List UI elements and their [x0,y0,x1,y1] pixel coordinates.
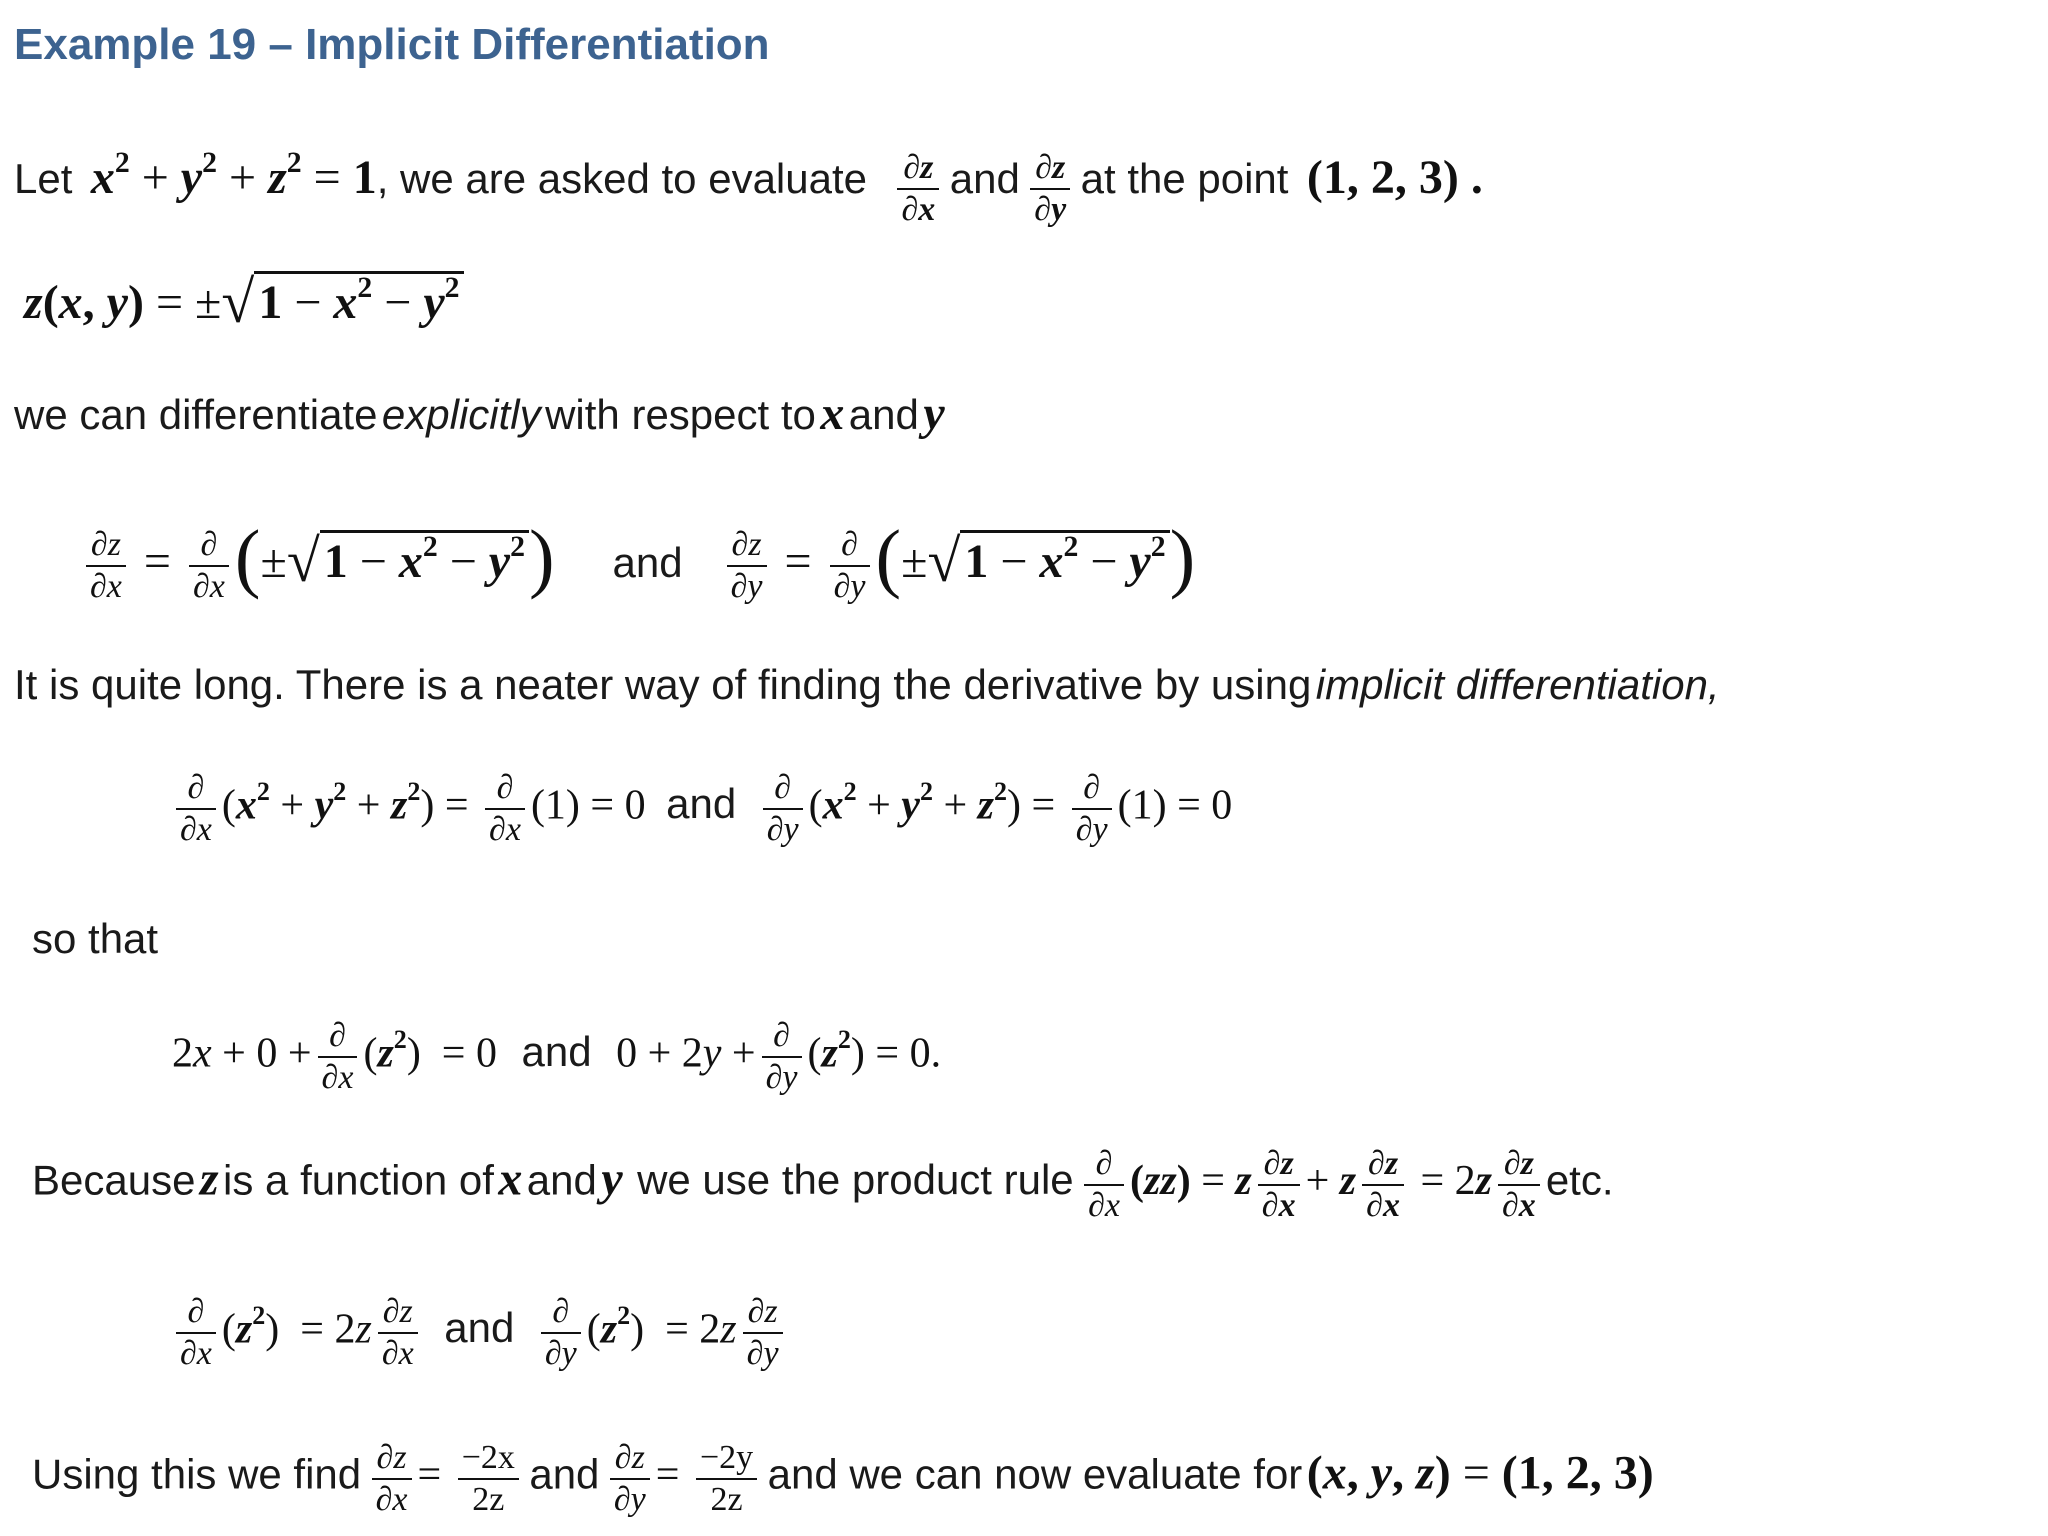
intro-line [14,146,1483,228]
evaluation-point: (x, y, z) = (1, 2, 3) [1306,1446,1654,1500]
dz-dx-result: $\frac{\partial z}{\partial x}$ = $\frac{-2x}{2z}$ [366,1452,525,1498]
final-line [32,1440,1654,1517]
dz-dy-result: $\frac{\partial z}{\partial y}$ = $\frac{-2y}{2z}$ [604,1452,763,1498]
explicit-derivatives: $\frac{\partial z}{\partial x}$ = $\frac{\partial}{\partial x}$ $(\pm√1 - x^2 - y^2)$ and $\frac{\partial z}{\partial y}$ = $\frac{\partial}{\partial y}$ $(\pm√1 - x^2 - y^2)$ [80,520,1195,605]
dz-dy-lhs: $\frac{\partial z}{\partial y}$ [727,527,767,604]
expanded-equations: 2x + 0 + $\frac{\partial}{\partial x}$ $(z^2) = 0$ and 0 + 2y + $\frac{\partial}{\partial y}$ $(z^2) = 0$. [172,1017,942,1096]
sphere-equation: $x^2 + y^2 + z^2 = 1$ [90,146,377,204]
d-dy-operator-2: $\frac{\partial}{\partial y}$ [763,770,803,847]
product-etc: etc. [1545,1156,1614,1204]
product-and: and [526,1156,597,1204]
z-squared-derivatives: $\frac{\partial}{\partial x}$ $(z^2) = 2z$ $\frac{\partial z}{\partial x}$ and $\frac{\partial}{\partial y}$ $(z^2) = 2z$ $\frac{\partial z}{\partial y}$ [170,1294,789,1371]
intro-point-text: at the point [1080,154,1289,202]
implicit-equations: $\frac{\partial}{\partial x}$ $(x^2 + y^2 + z^2)$ = $\frac{\partial}{\partial x}$ (1) = 0 and $\frac{\partial}{\partial y}$ $(x^2 + y^2 + z^2)$ = $\frac{\partial}{\partial y}$ (1) = 0 [170,770,1232,847]
var-x-2: x [498,1152,523,1206]
explicit-pre: we can differentiate [14,391,378,438]
dz-dx-fraction: $\frac{\partial z}{\partial x}$ [897,150,939,227]
long-line [14,661,1720,708]
d-dx-operator-4: $\frac{\partial}{\partial x}$ [318,1018,358,1095]
explicit-line [14,387,945,440]
dz-dx-term-4: $\frac{\partial z}{\partial x}$ [378,1294,418,1371]
var-y-2: y [601,1152,623,1206]
minus-2y-over-2z: $\frac{-2y}{2z}$ [696,1440,757,1517]
explicit-derivatives-and: and [612,539,683,586]
product-mid: is a function of [223,1156,494,1204]
product-pre: Because [32,1156,196,1204]
d-dy-operator-4: $\frac{\partial}{\partial y}$ [762,1018,802,1095]
d-dy-operator: $\frac{\partial}{\partial y}$ [830,527,870,604]
so-that-label: so that [32,915,159,962]
intro-let: Let [14,154,73,202]
dz-dx-term-3: $\frac{\partial z}{\partial x}$ [1498,1146,1540,1223]
z-squared-and: and [444,1304,515,1352]
dz-dy-fraction: $\frac{\partial z}{\partial y}$ [1030,150,1070,227]
dz-dy-term-1: $\frac{\partial z}{\partial y}$ [743,1294,783,1371]
final-post: and we can now evaluate for [767,1450,1303,1498]
final-and: and [529,1450,600,1498]
var-y: y [923,387,945,440]
intro-and: and [949,154,1020,202]
final-pre: Using this we find [32,1450,362,1498]
d-dy-operator-5: $\frac{\partial}{\partial y}$ [541,1294,581,1371]
var-x: x [820,387,845,440]
dz-dx-term-2: $\frac{\partial z}{\partial x}$ [1362,1146,1404,1223]
d-dx-operator-3: $\frac{\partial}{\partial x}$ [485,770,525,847]
implicit-and: and [666,780,737,828]
dz-dx-term-5: $\frac{\partial z}{\partial x}$ [372,1440,412,1517]
explicit-italic: explicitly [381,391,541,438]
d-dx-operator-6: $\frac{\partial}{\partial x}$ [176,1294,216,1371]
explicit-z-equation: z(x, $y) = \pm√1 - x^2 - y^2$ [24,272,464,332]
dz-dx-term-1: $\frac{\partial z}{\partial x}$ [1258,1146,1300,1223]
product-rule-line [32,1146,1614,1223]
d-dx-operator-5: $\frac{\partial}{\partial x}$ [1084,1146,1124,1223]
d-dy-operator-3: $\frac{\partial}{\partial y}$ [1072,770,1112,847]
expanded-and: and [521,1028,592,1076]
product-post: we use the product rule [637,1156,1074,1204]
var-z: z [199,1152,219,1206]
explicit-post: with respect to [545,391,816,438]
minus-2x-over-2z: $\frac{-2x}{2z}$ [458,1440,519,1517]
dz-dx-lhs: $\frac{\partial z}{\partial x}$ [86,527,126,604]
explicit-and: and [848,391,919,438]
product-rule-formula: $\frac{\partial}{\partial x}$ (zz) = z $\frac{\partial z}{\partial x}$ + z $\frac{\partial z}{\partial x}$ = 2z $\frac{\partial z}{\partial x}$ [1078,1158,1546,1204]
page-title: Example 19 – Implicit Differentiation [14,20,770,69]
d-dx-operator: $\frac{\partial}{\partial x}$ [189,527,229,604]
d-dx-operator-2: $\frac{\partial}{\partial x}$ [176,770,216,847]
long-pre: It is quite long. There is a neater way of finding the derivative by using [14,661,1312,708]
dz-dy-term-2: $\frac{\partial z}{\partial y}$ [610,1440,650,1517]
point-value: (1, 2, 3) . [1306,150,1483,204]
long-italic: implicit differentiation, [1315,661,1720,708]
intro-mid: , we are asked to evaluate [376,154,868,202]
